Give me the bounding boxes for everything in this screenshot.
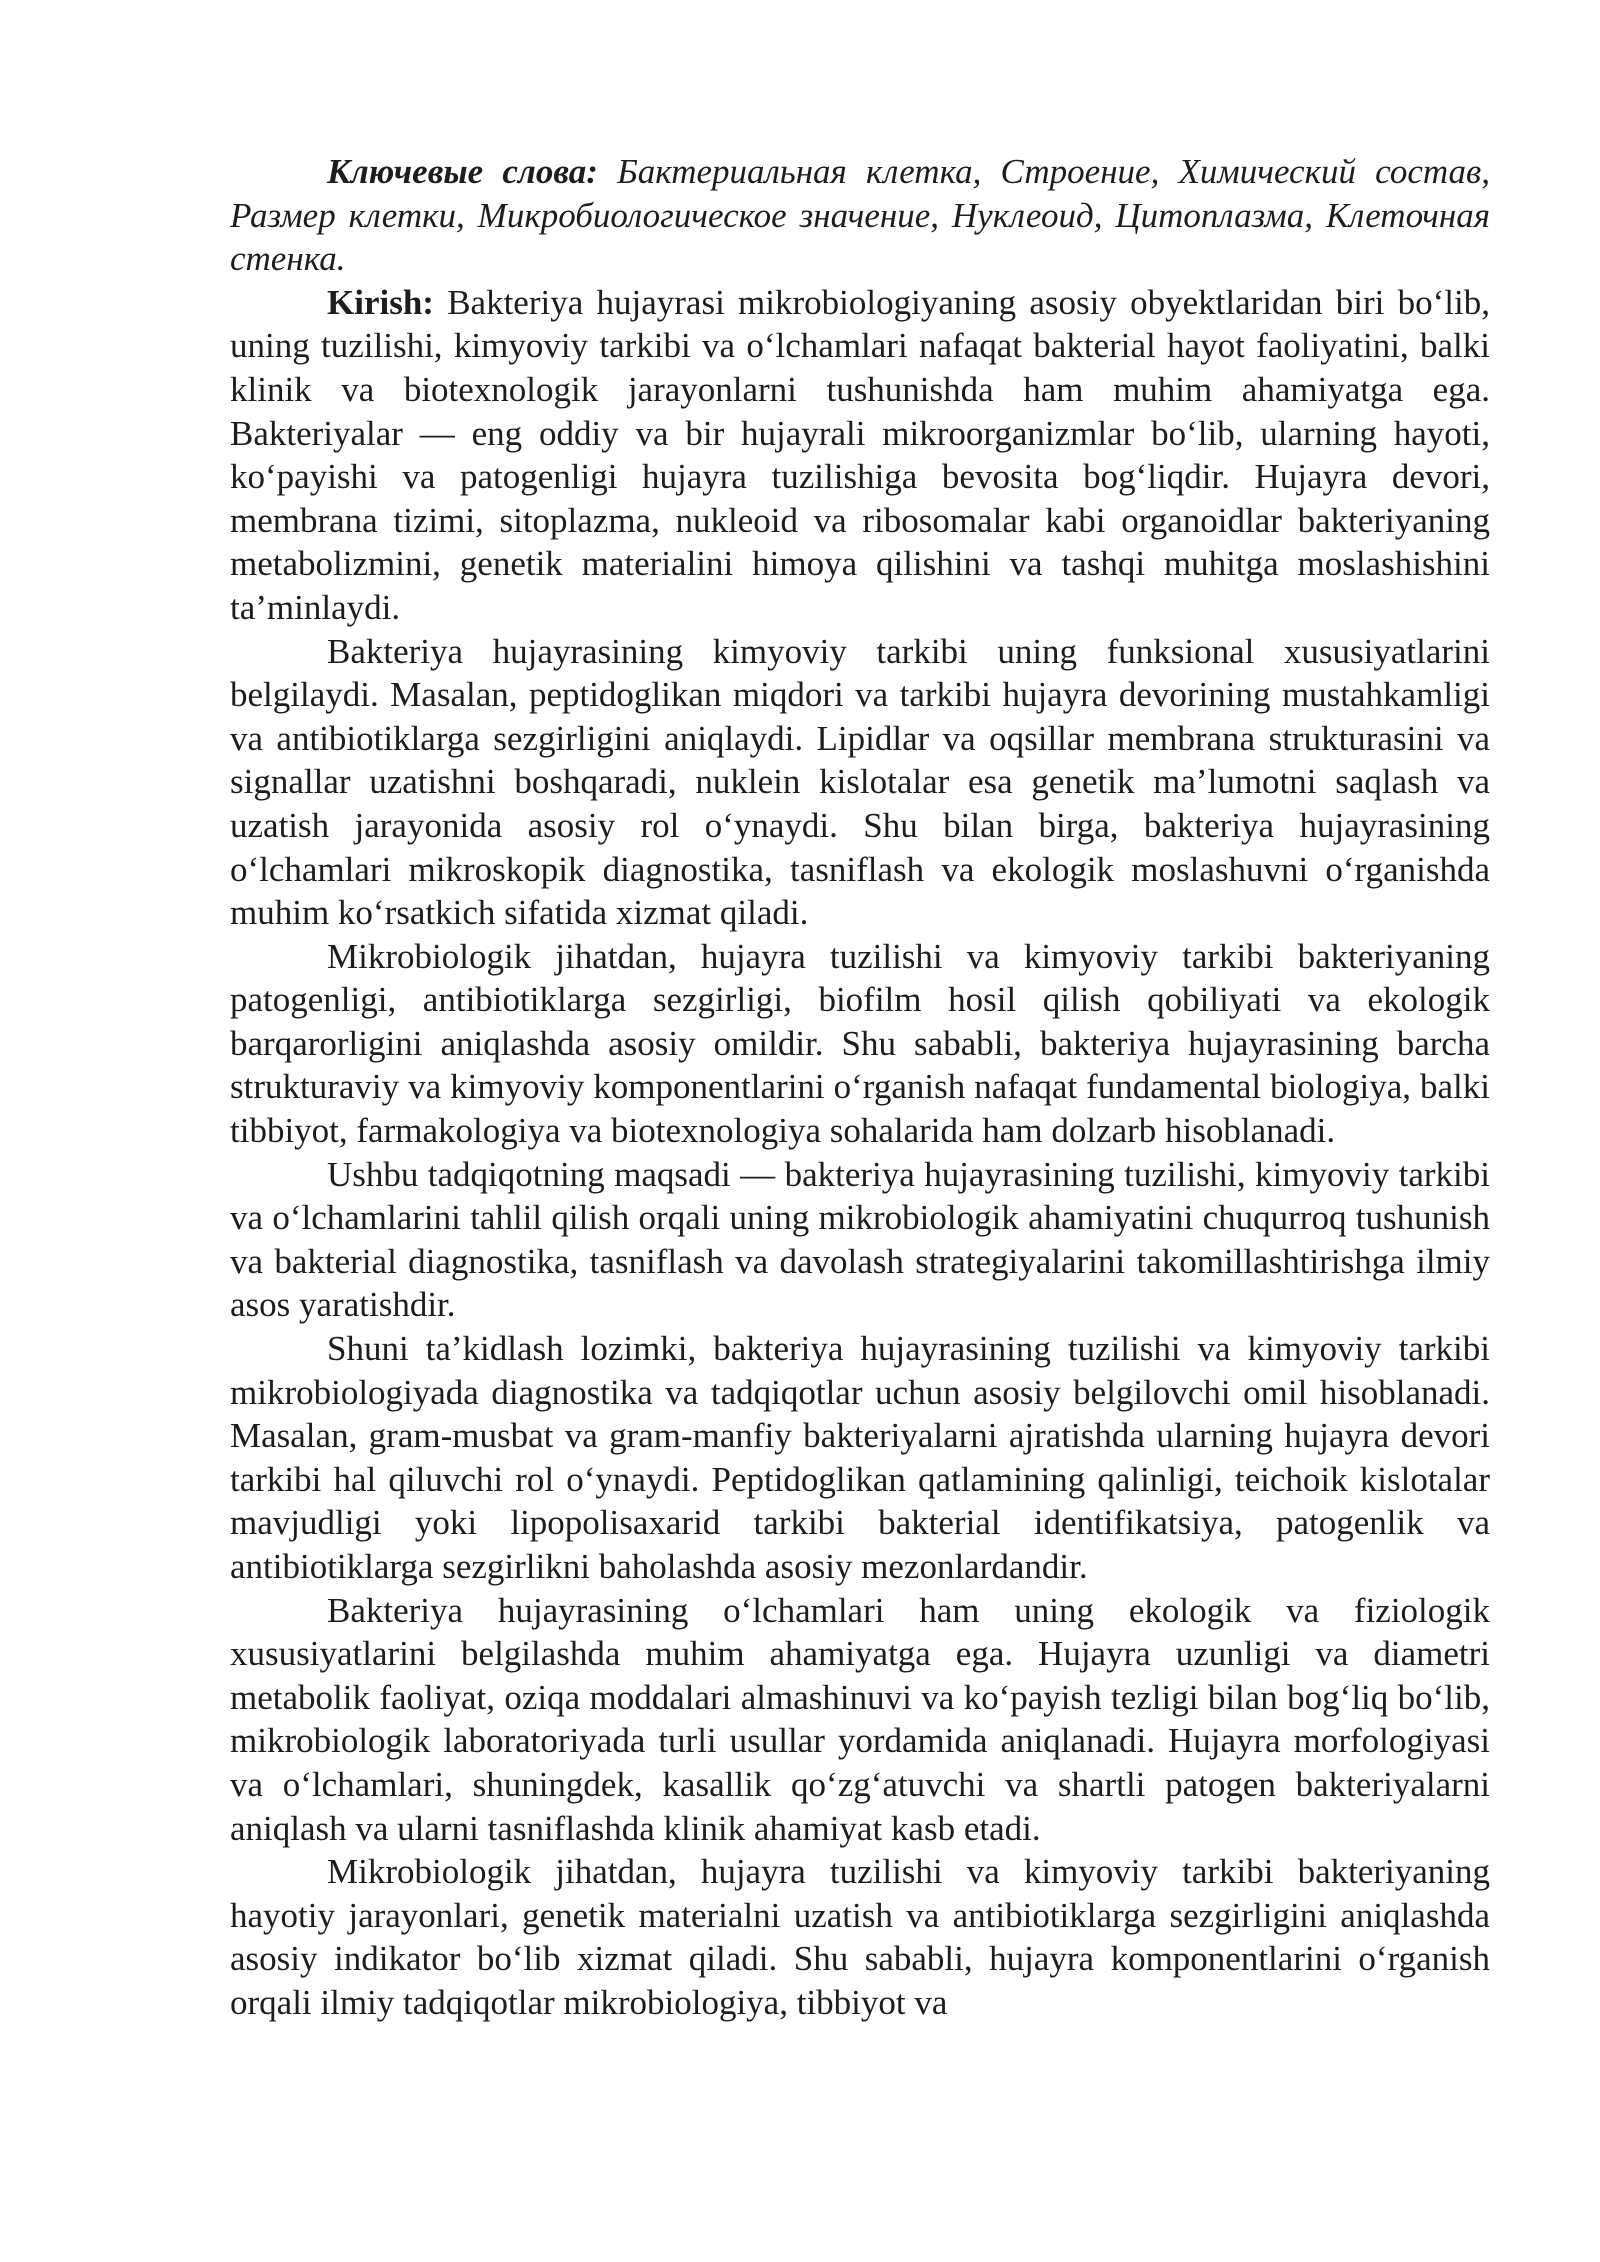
body-paragraph: Bakteriya hujayrasining o‘lchamlari ham uning ekologik va fiziologik xususiyatlarini belgilashda muhim ahamiyatga ega. Hujayra uzunligi va diametri metabolik faoliyat, oziqa moddalari almashinuvi va ko‘payish tezligi bilan bog‘liq bo‘lib, mikrobiologik laboratoriyada turli usullar yordamida aniqlanadi. Hujayra morfologiyasi va o‘lchamlari, shuningdek, kasallik qo‘zg‘atuvchi va shartli patogen bakteriyalarni aniqlash va ularni tasniflashda klinik ahamiyat kasb etadi. (230, 1590, 1490, 1848)
keywords-paragraph (230, 150, 1490, 281)
body-paragraph: Shuni ta’kidlash lozimki, bakteriya hujayrasining tuzilishi va kimyoviy tarkibi mikrobiologiyada diagnostika va tadqiqotlar uchun asosiy belgilovchi omil hisoblanadi. Masalan, gram-musbat va gram-manfiy bakteriyalarni ajratishda ularning hujayra devori tarkibi hal qiluvchi rol o‘ynaydi. Peptidoglikan qatlamining qalinligi, teichoik kislotalar mavjudligi yoki lipopolisaxarid tarkibi bakterial identifikatsiya, patogenlik va antibiotiklarga sezgirlikni baholashda asosiy mezonlardandir. (230, 1329, 1490, 1586)
intro-paragraph (230, 281, 1490, 630)
intro-label: Kirish: (327, 282, 434, 322)
body-paragraph: Mikrobiologik jihatdan, hujayra tuzilishi va kimyoviy tarkibi bakteriyaning hayotiy jarayonlari, genetik materialni uzatish va antibiotiklarga sezgirligini aniqlashda asosiy indikator bo‘lib xizmat qiladi. Shu sababli, hujayra komponentlarini o‘rganish orqali ilmiy tadqiqotlar mikrobiologiya, tibbiyot va (230, 1852, 1490, 2022)
body-paragraph: Mikrobiologik jihatdan, hujayra tuzilishi va kimyoviy tarkibi bakteriyaning patogenligi, antibiotiklarga sezgirligi, biofilm hosil qilish qobiliyati va ekologik barqarorligini aniqlashda asosiy omildir. Shu sababli, bakteriya hujayrasining barcha strukturaviy va kimyoviy komponentlarini o‘rganish nafaqat fundamental biologiya, balki tibbiyot, farmakologiya va biotexnologiya sohalarida ham dolzarb hisoblanadi. (230, 936, 1490, 1151)
document-page (230, 150, 1490, 2025)
body-paragraph: Ushbu tadqiqotning maqsadi — bakteriya hujayrasining tuzilishi, kimyoviy tarkibi va o‘lchamlarini tahlil qilish orqali uning mikrobiologik ahamiyatini chuqurroq tushunish va bakterial diagnostika, tasniflash va davolash strategiyalarini takomillashtirishga ilmiy asos yaratishdir. (230, 1154, 1490, 1325)
intro-text: Bakteriya hujayrasi mikrobiologiyaning asosiy obyektlaridan biri bo‘lib, uning tuzilishi, kimyoviy tarkibi va o‘lchamlari nafaqat bakterial hayot faoliyatini, balki klinik va biotexnologik jarayonlarni tushunishda ham muhim ahamiyatga ega. Bakteriyalar — eng oddiy va bir hujayrali mikroorganizmlar bo‘lib, ularning hayoti, ko‘payishi va patogenligi hujayra tuzilishiga bevosita bog‘liqdir. Hujayra devori, membrana tizimi, sitoplazma, nukleoid va ribosomalar kabi organoidlar bakteriyaning metabolizmini, genetik materialini himoya qilishini va tashqi muhitga moslashishini ta’minlaydi. (230, 282, 1490, 627)
keywords-label: Ключевые слова: (327, 152, 598, 191)
keywords-text: Бактериальная клетка, Строение, Химический состав, Размер клетки, Микробиологическое значение, Нуклеоид, Цитоплазма, Клеточная стенка. (230, 152, 1491, 279)
body-paragraph: Bakteriya hujayrasining kimyoviy tarkibi uning funksional xususiyatlarini belgilaydi. Masalan, peptidoglikan miqdori va tarkibi hujayra devorining mustahkamligi va antibiotiklarga sezgirligini aniqlaydi. Lipidlar va oqsillar membrana strukturasini va signallar uzatishni boshqaradi, nuklein kislotalar esa genetik ma’lumotni saqlash va uzatish jarayonida asosiy rol o‘ynaydi. Shu bilan birga, bakteriya hujayrasining o‘lchamlari mikroskopik diagnostika, tasniflash va ekologik moslashuvni o‘rganishda muhim ko‘rsatkich sifatida xizmat qiladi. (230, 631, 1490, 933)
